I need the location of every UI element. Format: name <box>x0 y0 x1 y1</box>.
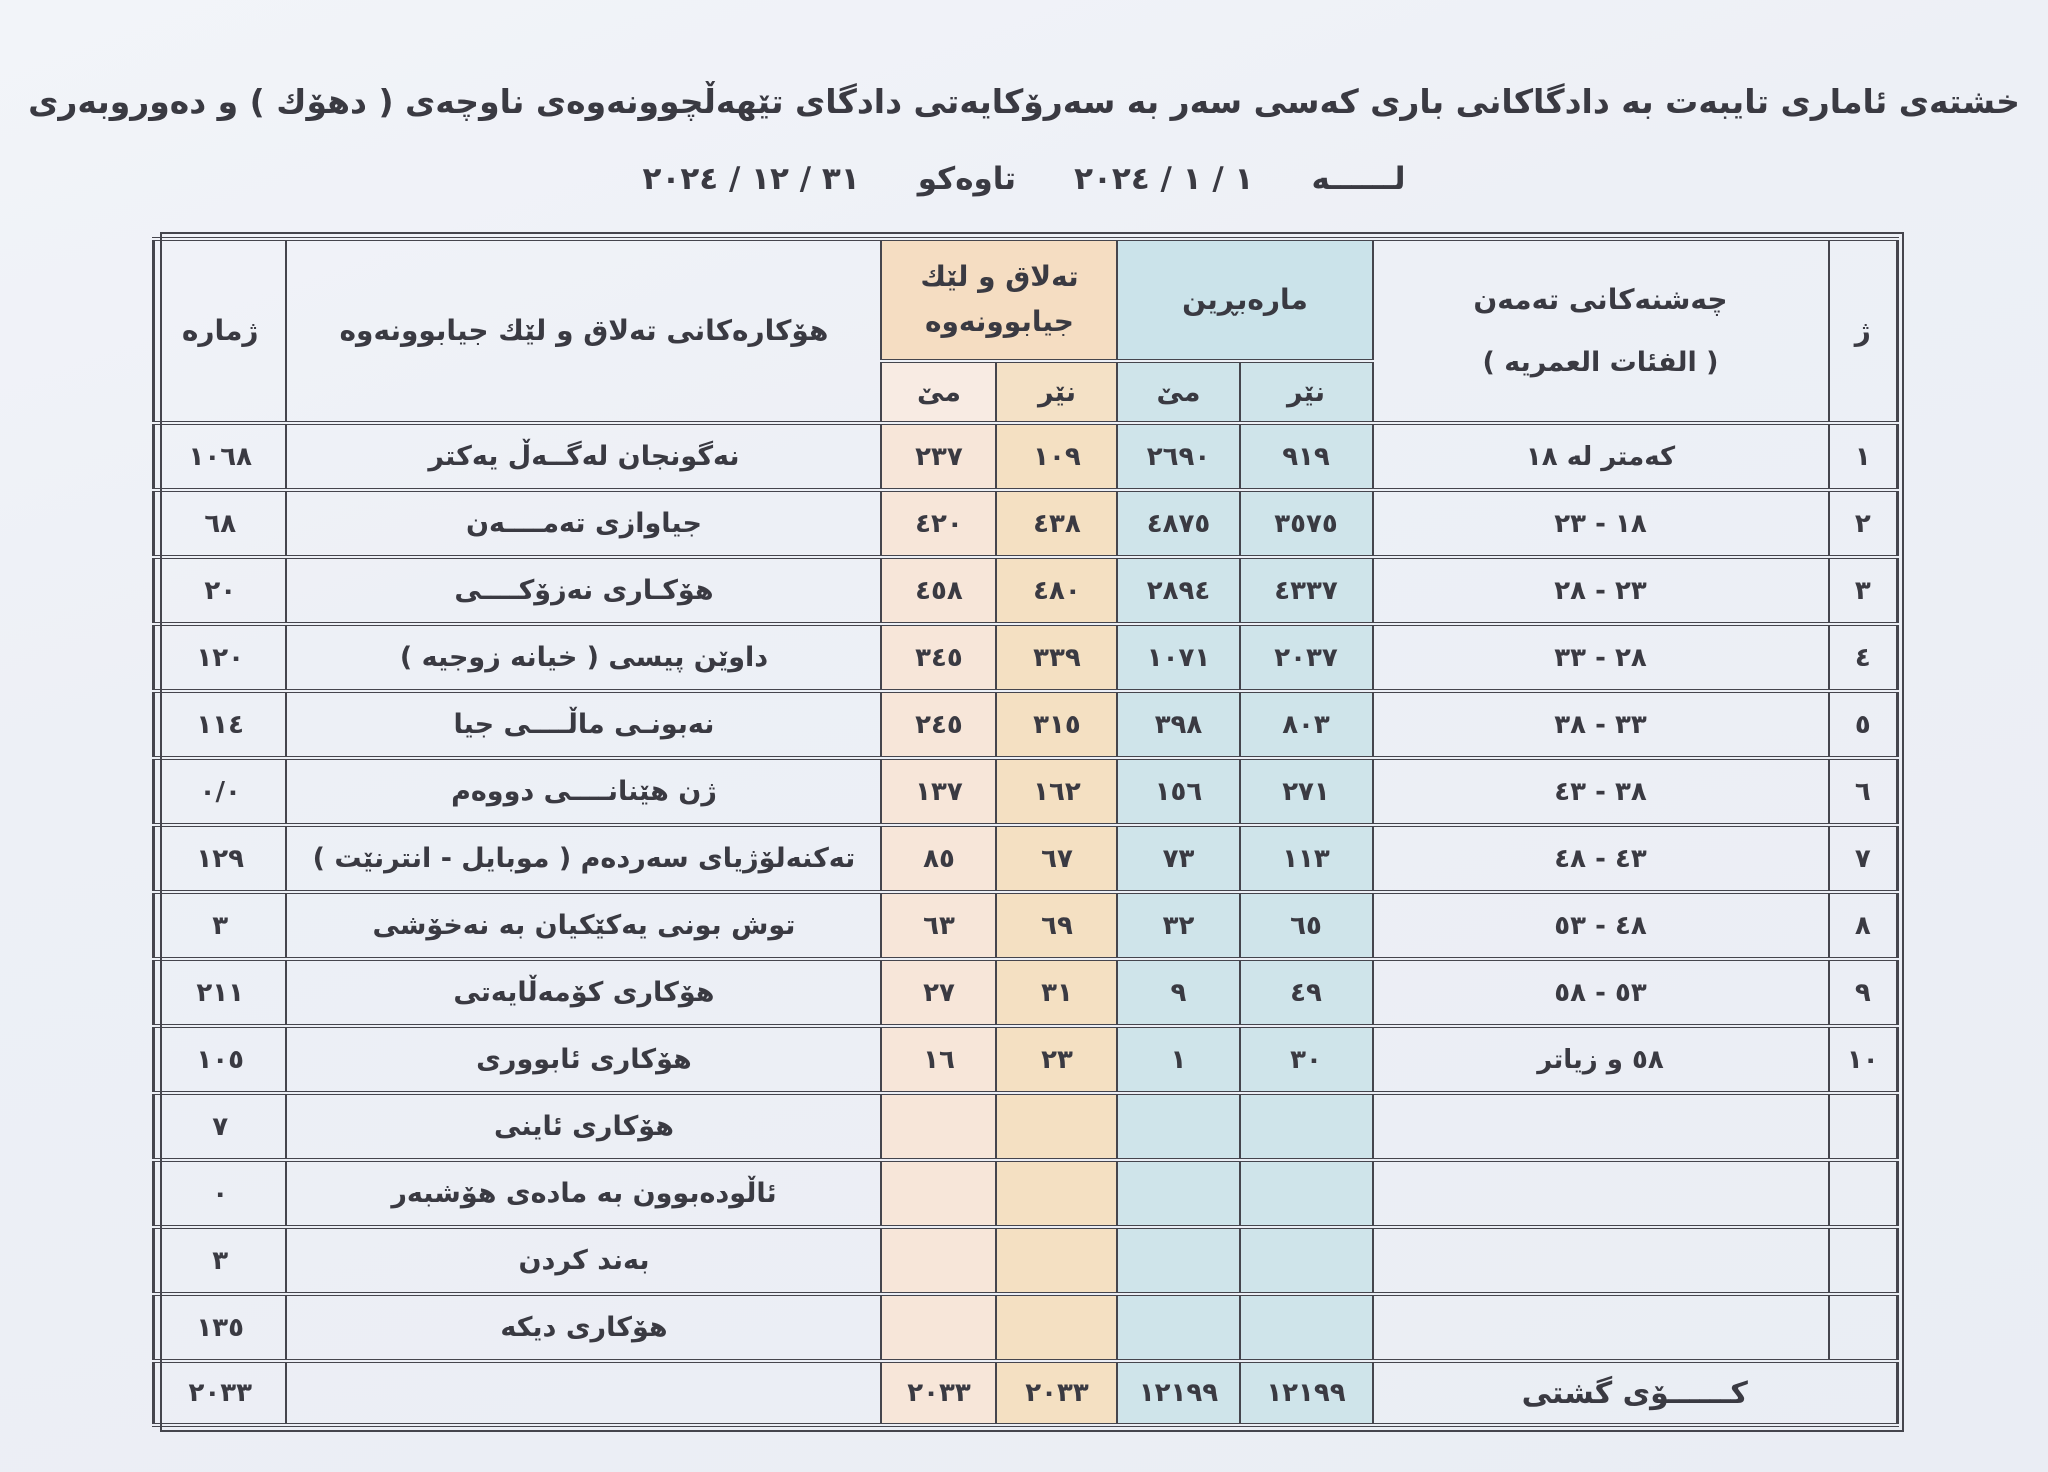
divorce-female-cell: ٢٧ <box>881 959 996 1026</box>
col-header-age-arabic: ( الفئات العمريه ) <box>1482 346 1719 378</box>
seq-cell: ٩ <box>1829 959 1898 1026</box>
count-cell: ٢١١ <box>153 959 286 1026</box>
count-cell: ٧ <box>153 1093 286 1160</box>
count-cell: ٠ <box>153 1160 286 1227</box>
age-range-cell: ٣٣ - ٣٨ <box>1373 691 1829 758</box>
header-row-main <box>153 239 1897 361</box>
divorce-female-cell: ١٣٧ <box>881 758 996 825</box>
grand-total-row <box>153 1361 1897 1425</box>
age-range-cell <box>1373 1093 1829 1160</box>
marriage-male-cell <box>1240 1160 1373 1227</box>
divorce-reason-cell: هۆکاری کۆمەڵایەتی <box>286 959 881 1026</box>
divorce-reason-cell: هۆکاری ئاینی <box>286 1093 881 1160</box>
divorce-female-cell: ٤٢٠ <box>881 490 996 557</box>
table-row <box>153 1227 1897 1294</box>
divorce-male-cell: ٣١٥ <box>996 691 1117 758</box>
age-range-cell <box>1373 1294 1829 1361</box>
marriage-male-cell <box>1240 1294 1373 1361</box>
subheader-divorce-male: نێر <box>996 361 1117 423</box>
divorce-female-cell: ٢٣٧ <box>881 423 996 490</box>
divorce-male-cell: ٣١ <box>996 959 1117 1026</box>
marriage-female-cell: ١٠٧١ <box>1117 624 1239 691</box>
seq-cell <box>1829 1294 1898 1361</box>
table-row <box>153 624 1897 691</box>
table-row <box>153 1294 1897 1361</box>
table-row <box>153 825 1897 892</box>
subheader-marriage-male: نێر <box>1240 361 1373 423</box>
marriage-male-cell <box>1240 1227 1373 1294</box>
divorce-male-cell: ٤٣٨ <box>996 490 1117 557</box>
divorce-female-cell: ٣٤٥ <box>881 624 996 691</box>
seq-cell: ٦ <box>1829 758 1898 825</box>
seq-cell: ١٠ <box>1829 1026 1898 1093</box>
table-row <box>153 490 1897 557</box>
marriage-female-cell: ٧٣ <box>1117 825 1239 892</box>
divorce-reason-cell: نەگونجان لەگــەڵ یەکتر <box>286 423 881 490</box>
divorce-reason-cell: داوێن پیسی ( خیانە زوجیە ) <box>286 624 881 691</box>
divorce-reason-cell: هۆکاری دیکە <box>286 1294 881 1361</box>
subheader-marriage-female: مێ <box>1117 361 1239 423</box>
col-header-seq: ژ <box>1829 239 1898 423</box>
total-reason-empty-cell <box>286 1361 881 1425</box>
divorce-reason-cell: جیاوازی تەمــــەن <box>286 490 881 557</box>
divorce-male-cell: ١٦٢ <box>996 758 1117 825</box>
seq-cell <box>1829 1160 1898 1227</box>
seq-cell: ١ <box>1829 423 1898 490</box>
seq-cell: ٤ <box>1829 624 1898 691</box>
divorce-female-cell: ٦٣ <box>881 892 996 959</box>
count-cell: ١٢٩ <box>153 825 286 892</box>
total-marriage-male-cell: ١٢١٩٩ <box>1240 1361 1373 1425</box>
divorce-reason-cell: ژن هێنانــــی دووەم <box>286 758 881 825</box>
marriage-female-cell: ٤٨٧٥ <box>1117 490 1239 557</box>
divorce-female-cell: ٤٥٨ <box>881 557 996 624</box>
table-row <box>153 959 1897 1026</box>
divorce-reason-cell: هۆکـاری نەزۆکــــی <box>286 557 881 624</box>
marriage-female-cell: ١٥٦ <box>1117 758 1239 825</box>
marriage-male-cell: ٦٥ <box>1240 892 1373 959</box>
document-title: خشتەی ئاماری تایبەت بە دادگاکانی باری کەسی سەر بە سەرۆکایەتی دادگای تێهەڵچوونەوەی ناوچەی ( دهۆك ) و دەوروبەری <box>28 82 2020 121</box>
count-cell: ٠/٠ <box>153 758 286 825</box>
col-header-age <box>1373 239 1829 423</box>
total-marriage-female-cell: ١٢١٩٩ <box>1117 1361 1239 1425</box>
grand-total-label: کــــــۆی گشتی <box>1373 1361 1898 1425</box>
age-range-cell: ٢٣ - ٢٨ <box>1373 557 1829 624</box>
divorce-female-cell: ٨٥ <box>881 825 996 892</box>
marriage-female-cell: ٢٦٩٠ <box>1117 423 1239 490</box>
subheader-divorce-female: مێ <box>881 361 996 423</box>
seq-cell: ٣ <box>1829 557 1898 624</box>
age-range-cell <box>1373 1227 1829 1294</box>
count-cell: ١١٤ <box>153 691 286 758</box>
divorce-male-cell: ٦٧ <box>996 825 1117 892</box>
seq-cell: ٢ <box>1829 490 1898 557</box>
divorce-reason-cell: ئاڵودەبوون بە مادەی هۆشبەر <box>286 1160 881 1227</box>
until-label: تاوەکو <box>917 161 1017 197</box>
count-cell: ١٢٠ <box>153 624 286 691</box>
seq-cell: ٥ <box>1829 691 1898 758</box>
col-header-count: ژماره <box>153 239 286 423</box>
total-count-cell: ٢٠٣٣ <box>153 1361 286 1425</box>
divorce-reason-cell: تەکنەلۆژیای سەردەم ( موبایل - انترنێت ) <box>286 825 881 892</box>
divorce-reason-cell: توش بونی یەکێکیان بە نەخۆشی <box>286 892 881 959</box>
divorce-male-cell <box>996 1227 1117 1294</box>
divorce-female-cell <box>881 1294 996 1361</box>
marriage-male-cell: ٣٥٧٥ <box>1240 490 1373 557</box>
divorce-male-cell: ٢٣ <box>996 1026 1117 1093</box>
age-range-cell <box>1373 1160 1829 1227</box>
divorce-female-cell <box>881 1093 996 1160</box>
marriage-male-cell <box>1240 1093 1373 1160</box>
age-range-cell: ١٨ - ٢٣ <box>1373 490 1829 557</box>
total-divorce-male-cell: ٢٠٣٣ <box>996 1361 1117 1425</box>
from-date: ١ / ١ / ٢٠٢٤ <box>1074 161 1254 197</box>
table-row <box>153 1093 1897 1160</box>
divorce-male-cell <box>996 1294 1117 1361</box>
divorce-male-cell: ٤٨٠ <box>996 557 1117 624</box>
col-header-reasons: هۆکارەکانی تەلاق و لێك جیابوونەوە <box>286 239 881 423</box>
seq-cell: ٨ <box>1829 892 1898 959</box>
marriage-female-cell <box>1117 1294 1239 1361</box>
statistics-table-frame <box>160 232 1904 1432</box>
seq-cell <box>1829 1227 1898 1294</box>
table-row <box>153 892 1897 959</box>
divorce-male-cell: ٦٩ <box>996 892 1117 959</box>
count-cell: ١٠٦٨ <box>153 423 286 490</box>
marriage-male-cell: ٢٧١ <box>1240 758 1373 825</box>
age-range-cell: ٥٣ - ٥٨ <box>1373 959 1829 1026</box>
divorce-female-cell: ٢٤٥ <box>881 691 996 758</box>
seq-cell <box>1829 1093 1898 1160</box>
col-header-age-kurdish: چەشنەکانی تەمەن <box>1473 283 1728 316</box>
marriage-female-cell: ٣٢ <box>1117 892 1239 959</box>
date-range-line <box>0 161 2048 197</box>
table-row <box>153 423 1897 490</box>
divorce-male-cell: ١٠٩ <box>996 423 1117 490</box>
marriage-female-cell: ٢٨٩٤ <box>1117 557 1239 624</box>
age-range-cell: ٢٨ - ٣٣ <box>1373 624 1829 691</box>
document-title-block <box>0 82 2048 197</box>
marriage-female-cell <box>1117 1160 1239 1227</box>
table-row <box>153 691 1897 758</box>
age-range-cell: ٤٣ - ٤٨ <box>1373 825 1829 892</box>
age-range-cell: ٤٨ - ٥٣ <box>1373 892 1829 959</box>
marriage-male-cell: ٤٣٣٧ <box>1240 557 1373 624</box>
divorce-male-cell <box>996 1160 1117 1227</box>
col-header-divorce: تەلاق و لێك جیابوونەوە <box>881 239 1117 361</box>
from-label: لــــــە <box>1311 161 1406 197</box>
seq-cell: ٧ <box>1829 825 1898 892</box>
count-cell: ١٠٥ <box>153 1026 286 1093</box>
marriage-male-cell: ٩١٩ <box>1240 423 1373 490</box>
divorce-male-cell: ٣٣٩ <box>996 624 1117 691</box>
statistics-table <box>152 237 1899 1427</box>
count-cell: ٢٠ <box>153 557 286 624</box>
marriage-male-cell: ٨٠٣ <box>1240 691 1373 758</box>
divorce-reason-cell: نەبونـی ماڵــــی جیا <box>286 691 881 758</box>
count-cell: ٣ <box>153 1227 286 1294</box>
age-range-cell: ٣٨ - ٤٣ <box>1373 758 1829 825</box>
divorce-female-cell: ١٦ <box>881 1026 996 1093</box>
total-divorce-female-cell: ٢٠٣٣ <box>881 1361 996 1425</box>
table-row <box>153 1026 1897 1093</box>
marriage-male-cell: ٤٩ <box>1240 959 1373 1026</box>
divorce-reason-cell: بەند کردن <box>286 1227 881 1294</box>
marriage-male-cell: ١١٣ <box>1240 825 1373 892</box>
marriage-female-cell <box>1117 1093 1239 1160</box>
marriage-female-cell: ١ <box>1117 1026 1239 1093</box>
divorce-female-cell <box>881 1160 996 1227</box>
col-header-marriage: مارەبڕین <box>1117 239 1372 361</box>
marriage-female-cell <box>1117 1227 1239 1294</box>
marriage-female-cell: ٩ <box>1117 959 1239 1026</box>
age-range-cell: ٥٨ و زیاتر <box>1373 1026 1829 1093</box>
table-row <box>153 758 1897 825</box>
count-cell: ٦٨ <box>153 490 286 557</box>
count-cell: ٣ <box>153 892 286 959</box>
divorce-female-cell <box>881 1227 996 1294</box>
marriage-male-cell: ٢٠٣٧ <box>1240 624 1373 691</box>
divorce-reason-cell: هۆکاری ئابووری <box>286 1026 881 1093</box>
age-range-cell: کەمتر لە ١٨ <box>1373 423 1829 490</box>
count-cell: ١٣٥ <box>153 1294 286 1361</box>
marriage-female-cell: ٣٩٨ <box>1117 691 1239 758</box>
marriage-male-cell: ٣٠ <box>1240 1026 1373 1093</box>
divorce-male-cell <box>996 1093 1117 1160</box>
until-date: ٣١ / ١٢ / ٢٠٢٤ <box>642 161 860 197</box>
table-row <box>153 557 1897 624</box>
table-row <box>153 1160 1897 1227</box>
